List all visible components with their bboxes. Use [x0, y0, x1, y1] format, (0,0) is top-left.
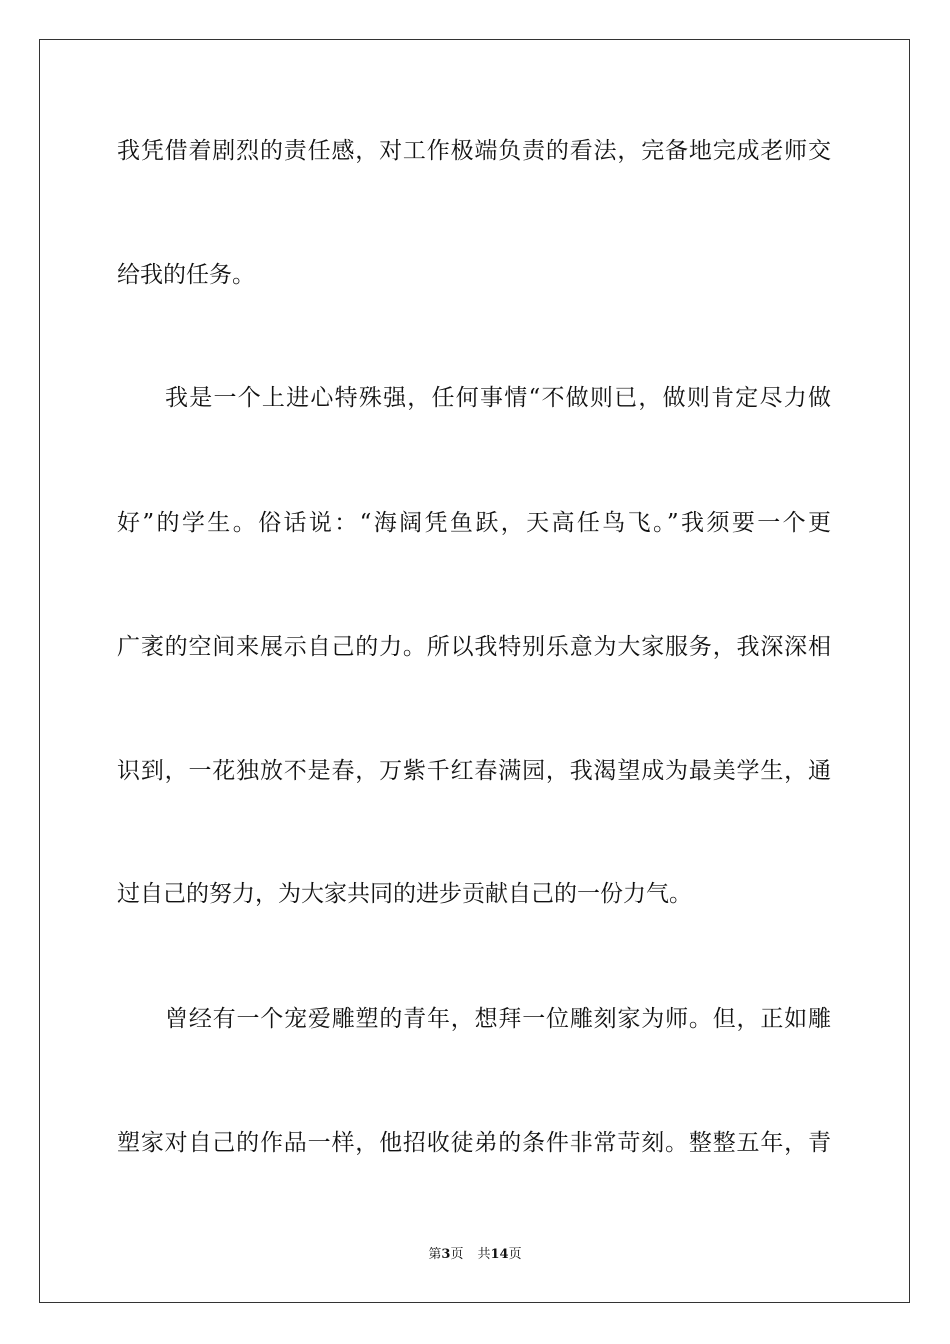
body-line: 好”的学生。俗话说：“海阔凭鱼跃，天高任鸟飞。”我须要一个更 — [117, 510, 831, 536]
body-line: 我是一个上进心特殊强，任何事情“不做则已，做则肯定尽力做 — [165, 385, 831, 411]
total-pages: 14 — [490, 1247, 509, 1262]
body-line: 广袤的空间来展示自己的力。所以我特别乐意为大家服务，我深深相 — [117, 634, 831, 660]
total-suffix: 页 — [508, 1247, 522, 1262]
page-footer — [0, 1246, 950, 1264]
body-line: 识到，一花独放不是春，万紫千红春满园，我渴望成为最美学生，通 — [117, 758, 831, 784]
page-suffix: 页 — [450, 1247, 464, 1262]
total-prefix: 共 — [477, 1247, 491, 1262]
body-line: 过自己的努力，为大家共同的进步贡献自己的一份力气。 — [117, 881, 692, 907]
body-line: 塑家对自己的作品一样，他招收徒弟的条件非常苛刻。整整五年，青 — [117, 1130, 831, 1156]
body-line: 我凭借着剧烈的责任感，对工作极端负责的看法，完备地完成老师交 — [117, 138, 831, 164]
body-line: 曾经有一个宠爱雕塑的青年，想拜一位雕刻家为师。但，正如雕 — [165, 1006, 831, 1032]
page-frame — [39, 39, 910, 1303]
page-number: 3 — [441, 1247, 451, 1262]
page-prefix: 第 — [428, 1247, 442, 1262]
body-line: 给我的任务。 — [117, 262, 255, 288]
